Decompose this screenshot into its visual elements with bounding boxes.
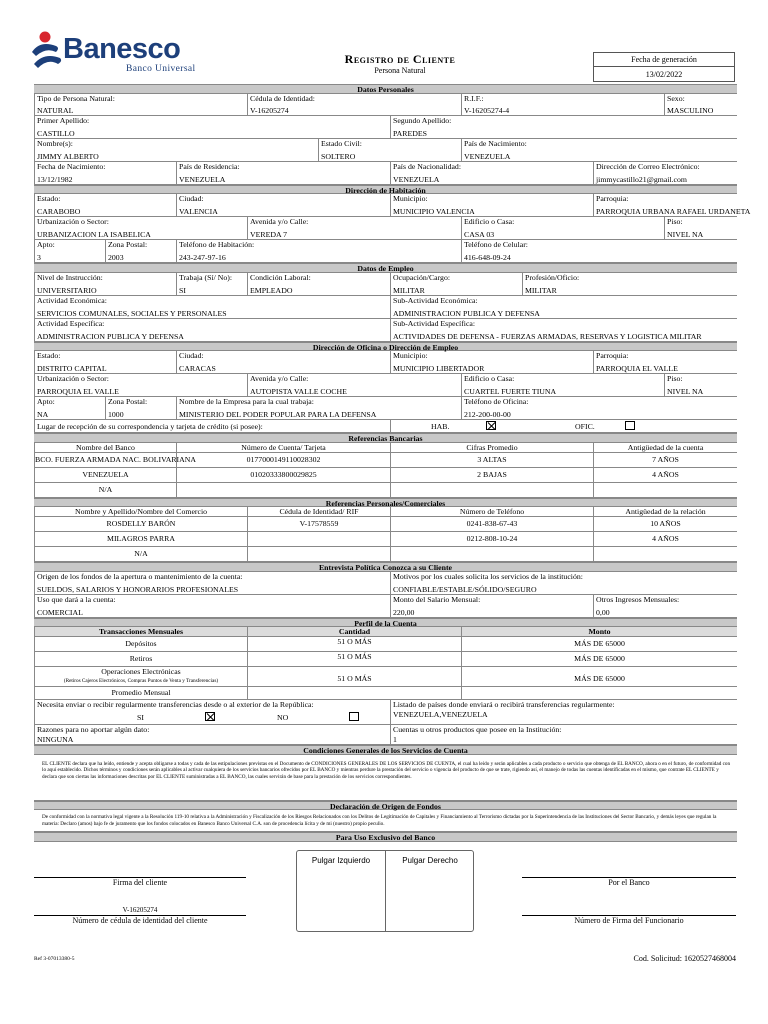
perfil-header-cantidad: Cantidad bbox=[247, 627, 461, 636]
perfil-header-transacciones: Transacciones Mensuales bbox=[34, 627, 247, 636]
bancarias-header bbox=[34, 443, 737, 453]
ofic-label: OFIC. bbox=[575, 422, 595, 431]
field-of-parroquia: Parroquia: PARROQUIA EL VALLE bbox=[593, 351, 737, 373]
oficina-row-1 bbox=[34, 351, 737, 374]
perfil-transaccion: Operaciones Electrónicas bbox=[101, 667, 181, 676]
section-datos-personales: Datos Personales bbox=[34, 84, 737, 94]
personal-row-1 bbox=[34, 94, 737, 116]
field-cedula: Cédula de Identidad: V-16205274 bbox=[247, 94, 461, 115]
bancarias-header-cifras: Cifras Promedio bbox=[390, 443, 593, 452]
field-recepcion-opciones bbox=[390, 420, 737, 432]
personal-ref-antiguedad bbox=[593, 547, 737, 561]
firma-funcionario-label: Número de Firma del Funcionario bbox=[574, 916, 684, 925]
hab-checkbox[interactable] bbox=[486, 421, 496, 430]
field-subactividad-economica: Sub-Actividad Económica: ADMINISTRACION PUBLICA Y DEFENSA bbox=[390, 296, 737, 318]
field-hab-urbanizacion: Urbanización o Sector: URBANIZACION LA ISABELICA bbox=[34, 217, 247, 239]
field-of-empresa: Nombre de la Empresa para la cual trabaja: MINISTERIO DEL PODER POPULAR PARA LA DEFENSA bbox=[176, 397, 461, 419]
field-recepcion: Lugar de recepción de su correspondencia y tarjeta de crédito (si posee): bbox=[34, 420, 390, 432]
field-condicion-laboral: Condición Laboral: EMPLEADO bbox=[247, 273, 390, 295]
perfil-transaccion-cell bbox=[34, 667, 247, 686]
habitacion-row-1 bbox=[34, 194, 751, 217]
table-row bbox=[34, 517, 737, 532]
empleo-row-1 bbox=[34, 273, 737, 296]
field-hab-postal: Zona Postal: 2003 bbox=[105, 240, 176, 262]
field-hab-edificio: Edificio o Casa: CASA 03 bbox=[461, 217, 664, 239]
field-of-telefono: Teléfono de Oficina: 212-200-00-00 bbox=[461, 397, 737, 419]
section-uso-banco: Para Uso Exclusivo del Banco bbox=[34, 832, 737, 842]
field-hab-ciudad: Ciudad: VALENCIA bbox=[176, 194, 390, 216]
generation-date-value: 13/02/2022 bbox=[645, 70, 683, 79]
personales-header-nombre: Nombre y Apellido/Nombre del Comercio bbox=[34, 507, 247, 516]
field-motivos: Motivos por los cuales solicita los servicios de la institución: CONFIABLE/ESTABLE/SÓLIDO/SEGURO bbox=[390, 572, 737, 594]
field-of-estado: Estado: DISTRITO CAPITAL bbox=[34, 351, 176, 373]
no-label: NO bbox=[277, 713, 289, 722]
perfil-transaccion-detalle: (Retiros Cajeros Electrónicos, Compras Puntos de Venta y Transferencias) bbox=[63, 678, 219, 684]
table-row bbox=[34, 453, 737, 468]
hab-label: HAB. bbox=[431, 422, 450, 431]
pulgar-izquierdo-label: Pulgar Izquierdo bbox=[311, 856, 371, 865]
personal-ref-cedula: V-17578559 bbox=[247, 517, 390, 531]
cedula-cliente-value: V-16205274 bbox=[122, 906, 158, 914]
bank-name: Banesco bbox=[63, 33, 181, 65]
field-hab-estado: Estado: CARABOBO bbox=[34, 194, 176, 216]
table-row bbox=[34, 483, 737, 498]
personal-ref-nombre: ROSDELLY BARÓN bbox=[34, 517, 247, 531]
personal-ref-nombre: MILAGROS PARRA bbox=[34, 532, 247, 546]
table-row bbox=[34, 687, 737, 700]
field-of-municipio: Municipio: MUNICIPIO LIBERTADOR bbox=[390, 351, 593, 373]
field-tipo-persona: Tipo de Persona Natural: NATURAL bbox=[34, 94, 247, 115]
bancarias-header-banco: Nombre del Banco bbox=[34, 443, 176, 452]
field-subactividad-especifica: Sub-Actividad Específica: ACTIVIDADES DE DEFENSA - FUERZAS ARMADAS, RESERVAS Y LOGISTICA MILITAR bbox=[390, 319, 737, 341]
section-entrevista: Entrevista Política Conozca a su Cliente bbox=[34, 562, 737, 572]
document-subtitle: Persona Natural bbox=[374, 66, 426, 75]
perfil-razones-row bbox=[34, 725, 737, 745]
pulgar-derecho-label: Pulgar Derecho bbox=[402, 856, 458, 865]
table-row bbox=[34, 532, 737, 547]
personal-row-4 bbox=[34, 162, 737, 185]
bancaria-cifras: 3 ALTAS bbox=[390, 453, 593, 467]
si-checkbox[interactable] bbox=[205, 712, 215, 721]
field-email: Dirección de Correo Electrónico: jimmycastillo21@gmail.com bbox=[593, 162, 737, 184]
personal-ref-antiguedad: 10 AÑOS bbox=[593, 517, 737, 531]
field-of-edificio: Edificio o Casa: CUARTEL FUERTE TIUNA bbox=[461, 374, 664, 396]
perfil-monto: MÁS DE 65000 bbox=[461, 652, 737, 666]
cedula-cliente-label: Número de cédula de identidad del cliente bbox=[72, 916, 208, 925]
field-of-piso: Piso: NIVEL NA bbox=[664, 374, 737, 396]
habitacion-row-2 bbox=[34, 217, 737, 240]
registration-form bbox=[34, 84, 751, 842]
condiciones-text: EL CLIENTE declara que ha leído, entiende y acepta obligarse a todas y cada de las estipulaciones previstas en el Documento de CONDICIONES GENERALES DE LOS SERVICIOS DE CUENTA, el cual ha leído y serán aplicables a cada producto o servicio que obtenga de EL BANCO, ahora o en el futuro, de conformidad con lo aquí establecido. Dichos términos y condiciones serán aplicables al activar cualquiera de los servicios bancarios ofrecidos por EL BANCO y mientras perdure la prestación del servicio o vigencia del producto de que se trate, rigiendo así, el manejo de todas las cuentas identificadas en el mismo, que contrate EL CLIENTE y declara que son ciertas las informaciones descritas por EL CLIENTE suministradas a EL BANCO, las cuales servirán de base para la prestación de los servicios correspondientes. bbox=[34, 755, 737, 801]
personal-ref-telefono: 0212-808-10-24 bbox=[390, 532, 593, 546]
bancarias-header-cuenta: Número de Cuenta/ Tarjeta bbox=[176, 443, 390, 452]
banesco-emblem-icon bbox=[30, 30, 64, 74]
perfil-monto bbox=[461, 687, 737, 699]
reference-code: Ref 3-07013380-5 bbox=[34, 956, 75, 962]
bancaria-cifras bbox=[390, 483, 593, 497]
document-title: Registro de Cliente bbox=[344, 52, 456, 66]
section-condiciones: Condiciones Generales de los Servicios de Cuenta bbox=[34, 745, 737, 755]
perfil-cantidad bbox=[247, 687, 461, 699]
si-label: SI bbox=[137, 713, 144, 722]
section-declaracion: Declaración de Origen de Fondos bbox=[34, 801, 737, 811]
bancaria-antiguedad: 4 AÑOS bbox=[593, 468, 737, 482]
field-uso-cuenta: Uso que dará a la cuenta: COMERCIAL bbox=[34, 595, 390, 617]
field-ocupacion: Ocupación/Cargo: MILITAR bbox=[390, 273, 522, 295]
perfil-cantidad: 51 O MÁS bbox=[247, 652, 461, 666]
oficina-row-recepcion bbox=[34, 420, 737, 433]
field-paises: Listado de países donde enviará o recibirá transferencias regularmente: VENEZUELA,VENEZUELA bbox=[390, 700, 737, 724]
personal-ref-cedula bbox=[247, 532, 390, 546]
field-hab-piso: Piso: NIVEL NA bbox=[664, 217, 737, 239]
thumbprint-boxes bbox=[296, 850, 474, 932]
bancaria-cifras: 2 BAJAS bbox=[390, 468, 593, 482]
field-salario: Monto del Salario Mensual: 220,00 bbox=[390, 595, 593, 617]
table-row bbox=[34, 468, 737, 483]
field-sexo: Sexo: MASCULINO bbox=[664, 94, 737, 115]
perfil-header-monto: Monto bbox=[461, 627, 737, 636]
personales-header-telefono: Número de Teléfono bbox=[390, 507, 593, 516]
generation-date-label: Fecha de generación bbox=[594, 53, 734, 67]
entrevista-row-2 bbox=[34, 595, 737, 618]
perfil-monto: MÁS DE 65000 bbox=[461, 637, 737, 651]
bank-subtitle: Banco Universal bbox=[126, 64, 196, 74]
bancaria-cuenta bbox=[176, 483, 390, 497]
perfil-transaccion: Depósitos bbox=[34, 637, 247, 651]
field-of-ciudad: Ciudad: CARACAS bbox=[176, 351, 390, 373]
oficina-row-2 bbox=[34, 374, 737, 397]
table-row bbox=[34, 667, 737, 687]
personales-header bbox=[34, 507, 737, 517]
ofic-checkbox[interactable] bbox=[625, 421, 635, 430]
empleo-row-2 bbox=[34, 296, 737, 319]
perfil-exterior-row bbox=[34, 700, 737, 725]
generation-date-box bbox=[593, 52, 735, 82]
perfil-cantidad: 51 O MÁS bbox=[247, 637, 461, 651]
personal-row-2 bbox=[34, 116, 737, 139]
personal-ref-cedula bbox=[247, 547, 390, 561]
section-direccion-habitacion: Dirección de Habitación bbox=[34, 185, 737, 195]
personal-row-3 bbox=[34, 139, 737, 162]
no-checkbox[interactable] bbox=[349, 712, 359, 721]
field-actividad-especifica: Actividad Específica: ADMINISTRACION PUBLICA Y DEFENSA bbox=[34, 319, 390, 341]
por-el-banco-label: Por el Banco bbox=[608, 878, 650, 887]
firma-cliente-label: Firma del cliente bbox=[112, 878, 168, 887]
perfil-header bbox=[34, 627, 737, 637]
personal-ref-antiguedad: 4 AÑOS bbox=[593, 532, 737, 546]
field-of-urbanizacion: Urbanización o Sector: PARROQUIA EL VALLE bbox=[34, 374, 247, 396]
field-cuentas-productos: Cuentas u otros productos que posee en la Institución: 1 bbox=[390, 725, 737, 744]
field-instruccion: Nivel de Instrucción: UNIVERSITARIO bbox=[34, 273, 176, 295]
field-transferencias-exterior: Necesita enviar o recibir regularmente transferencias desde o al exterior de la República: SI NO bbox=[34, 700, 390, 724]
field-otros-ingresos: Otros Ingresos Mensuales: 0,00 bbox=[593, 595, 737, 617]
entrevista-row-1 bbox=[34, 572, 737, 595]
declaracion-text: De conformidad con la normativa legal vigente a la Resolución 119-10 relativa a la Administración y Fiscalización de los Riesgos Relacionados con los Delitos de Legitimación de Capitales y Financiamiento al Terrorismo dictadas por la Superintendencia de las Instituciones del Sector Bancario, y demás leyes que regulan la materia: Declaro (amos) bajo fe de juramento que los fondos colocados en Banesco Banco Universal C.A. son de procedencia lícita y de mi (nuestro) propio peculio. bbox=[34, 810, 737, 832]
field-hab-telefono: Teléfono de Habitación: 243-247-97-16 bbox=[176, 240, 461, 262]
field-pais-nacimiento: País de Nacimiento: VENEZUELA bbox=[461, 139, 737, 161]
section-referencias-bancarias: Referencias Bancarias bbox=[34, 433, 737, 443]
personales-header-antiguedad: Antigüedad de la relación bbox=[593, 507, 737, 516]
bancaria-cuenta: 0177000149110028302 bbox=[176, 453, 390, 467]
field-fecha-nacimiento: Fecha de Nacimiento: 13/12/1982 bbox=[34, 162, 176, 184]
field-origen-fondos: Origen de los fondos de la apertura o mantenimiento de la cuenta: SUELDOS, SALARIOS Y HONORARIOS PROFESIONALES bbox=[34, 572, 390, 594]
field-hab-municipio: Municipio: MUNICIPIO VALENCIA bbox=[390, 194, 593, 216]
field-hab-celular: Teléfono de Celular: 416-648-09-24 bbox=[461, 240, 737, 262]
field-of-apto: Apto: NA bbox=[34, 397, 105, 419]
habitacion-row-3 bbox=[34, 240, 737, 263]
section-datos-empleo: Datos de Empleo bbox=[34, 263, 737, 273]
bancarias-header-antiguedad: Antigüedad de la cuenta bbox=[593, 443, 737, 452]
perfil-monto: MÁS DE 65000 bbox=[461, 667, 737, 686]
field-pais-residencia: País de Residencia: VENEZUELA bbox=[176, 162, 390, 184]
bancaria-banco: BCO. FUERZA ARMADA NAC. BOLIVARIANA bbox=[34, 453, 176, 467]
field-nacionalidad: País de Nacionalidad: VENEZUELA bbox=[390, 162, 593, 184]
field-of-postal: Zona Postal: 1000 bbox=[105, 397, 176, 419]
field-rif: R.I.F.: V-16205274-4 bbox=[461, 94, 664, 115]
banesco-logo bbox=[30, 30, 200, 75]
perfil-transaccion: Promedio Mensual bbox=[34, 687, 247, 699]
bancaria-antiguedad: 7 AÑOS bbox=[593, 453, 737, 467]
perfil-transaccion: Retiros bbox=[34, 652, 247, 666]
field-profesion: Profesión/Oficio: MILITAR bbox=[522, 273, 737, 295]
section-referencias-personales: Referencias Personales/Comerciales bbox=[34, 498, 737, 508]
field-hab-parroquia: Parroquia: PARROQUIA URBANA RAFAEL URDANETA bbox=[593, 194, 737, 216]
oficina-row-3 bbox=[34, 397, 737, 420]
personales-header-cedula: Cédula de Identidad/ RIF bbox=[247, 507, 390, 516]
field-nombres: Nombre(s): JIMMY ALBERTO bbox=[34, 139, 318, 161]
bancaria-banco: N/A bbox=[34, 483, 176, 497]
perfil-cantidad: 51 O MÁS bbox=[247, 667, 461, 686]
table-row bbox=[34, 637, 737, 652]
field-actividad-economica: Actividad Económica: SERVICIOS COMUNALES, SOCIALES Y PERSONALES bbox=[34, 296, 390, 318]
personal-ref-nombre: N/A bbox=[34, 547, 247, 561]
section-direccion-oficina: Dirección de Oficina o Dirección de Empleo bbox=[34, 342, 737, 352]
field-of-avenida: Avenida y/o Calle: AUTOPISTA VALLE COCHE bbox=[247, 374, 461, 396]
empleo-row-3 bbox=[34, 319, 737, 342]
field-segundo-apellido: Segundo Apellido: PAREDES bbox=[390, 116, 737, 138]
table-row bbox=[34, 652, 737, 667]
field-hab-avenida: Avenida y/o Calle: VEREDA 7 bbox=[247, 217, 461, 239]
field-estado-civil: Estado Civil: SOLTERO bbox=[318, 139, 461, 161]
personal-ref-telefono: 0241-838-67-43 bbox=[390, 517, 593, 531]
field-trabaja: Trabaja (Sí/ No): SI bbox=[176, 273, 247, 295]
table-row bbox=[34, 547, 737, 562]
bancaria-antiguedad bbox=[593, 483, 737, 497]
field-primer-apellido: Primer Apellido: CASTILLO bbox=[34, 116, 390, 138]
personal-ref-telefono bbox=[390, 547, 593, 561]
field-razones: Razones para no aportar algún dato: NINGUNA bbox=[34, 725, 390, 744]
bancaria-cuenta: 01020333800029825 bbox=[176, 468, 390, 482]
codigo-solicitud: Cod. Solicitud: 1620527468004 bbox=[633, 954, 736, 963]
bancaria-banco: VENEZUELA bbox=[34, 468, 176, 482]
section-perfil-cuenta: Perfil de la Cuenta bbox=[34, 618, 737, 628]
field-hab-apto: Apto: 3 bbox=[34, 240, 105, 262]
